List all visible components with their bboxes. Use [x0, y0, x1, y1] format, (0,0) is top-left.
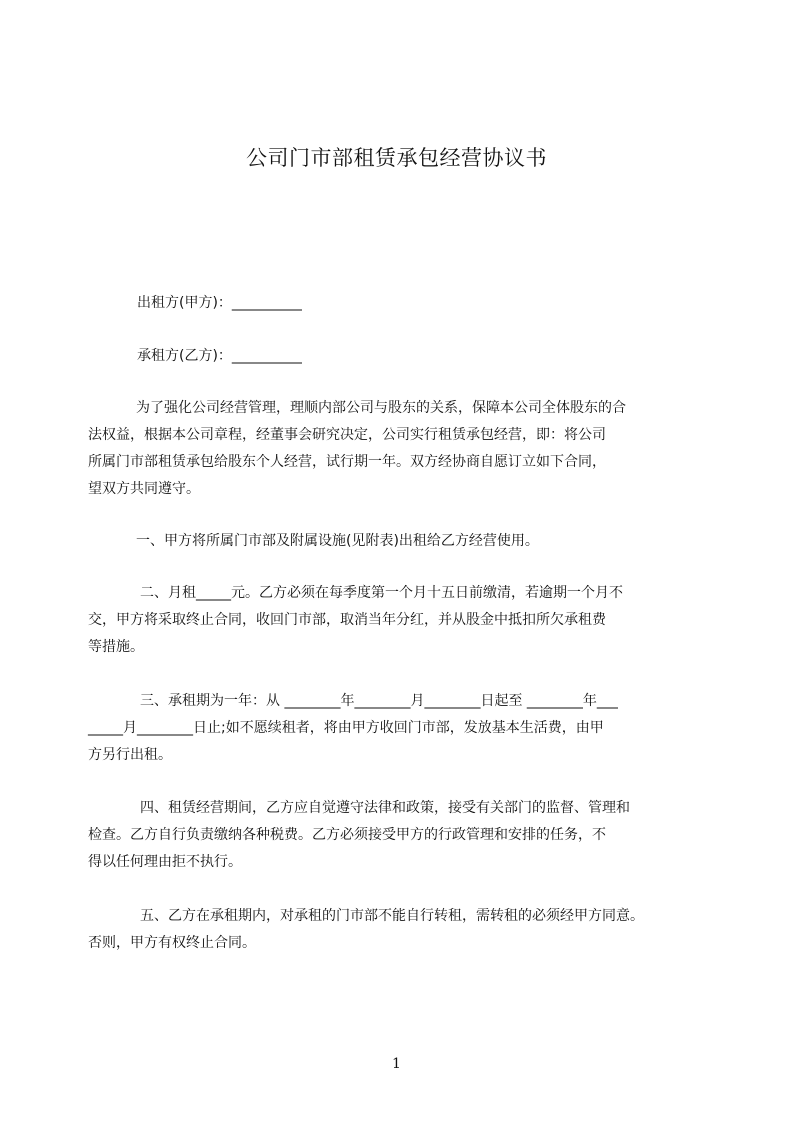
clause-2	[88, 580, 710, 661]
clause-5	[88, 903, 710, 957]
clause-line: 交，甲方将采取终止合同，收回门市部，取消当年分红，并从股金中抵扣所欠承租费	[88, 612, 606, 628]
party-a-line: 出租方(甲方)：__________	[137, 295, 302, 311]
document-title: 公司门市部租赁承包经营协议书	[246, 146, 547, 170]
clause-line: 四、租赁经营期间，乙方应自觉遵守法律和政策，接受有关部门的监督、管理和	[140, 800, 630, 816]
clause-line: 等措施。	[88, 639, 144, 655]
clause-line: 否则，甲方有权终止合同。	[88, 935, 256, 951]
page-number: 1	[392, 1056, 401, 1072]
preamble-paragraph	[88, 395, 710, 503]
party-b-line: 承租方(乙方)：__________	[137, 348, 302, 364]
clause-line: 检查。乙方自行负责缴纳各种税费。乙方必须接受甲方的行政管理和安排的任务，不	[88, 827, 606, 843]
preamble-line: 为了强化公司经营管理，理顺内部公司与股东的关系，保障本公司全体股东的合	[136, 400, 626, 416]
clause-line: 三、承租期为一年：从 ________年________月________日起至 ________年___	[140, 693, 618, 709]
clause-4	[88, 795, 710, 876]
preamble-line: 望双方共同遵守。	[88, 481, 200, 497]
clause-3	[88, 688, 710, 769]
clause-1	[88, 528, 710, 555]
clause-line: 二、月租_____元。乙方必须在每季度第一个月十五日前缴清，若逾期一个月不	[140, 585, 623, 601]
preamble-line: 所属门市部租赁承包给股东个人经营，试行期一年。双方经协商自愿订立如下合同，	[88, 454, 606, 470]
clause-line: 五、乙方在承租期内，对承租的门市部不能自行转租，需转租的必须经甲方同意。	[140, 908, 644, 924]
clause-line: _____月________日止;如不愿续租者，将由甲方收回门市部，发放基本生活费，由甲	[88, 720, 604, 736]
preamble-line: 法权益，根据本公司章程，经董事会研究决定，公司实行租赁承包经营，即：将公司	[88, 427, 606, 443]
clause-line: 方另行出租。	[88, 747, 172, 763]
clause-line: 得以任何理由拒不执行。	[88, 854, 242, 870]
clause-line: 一、甲方将所属门市部及附属设施(见附表)出租给乙方经营使用。	[136, 533, 539, 549]
